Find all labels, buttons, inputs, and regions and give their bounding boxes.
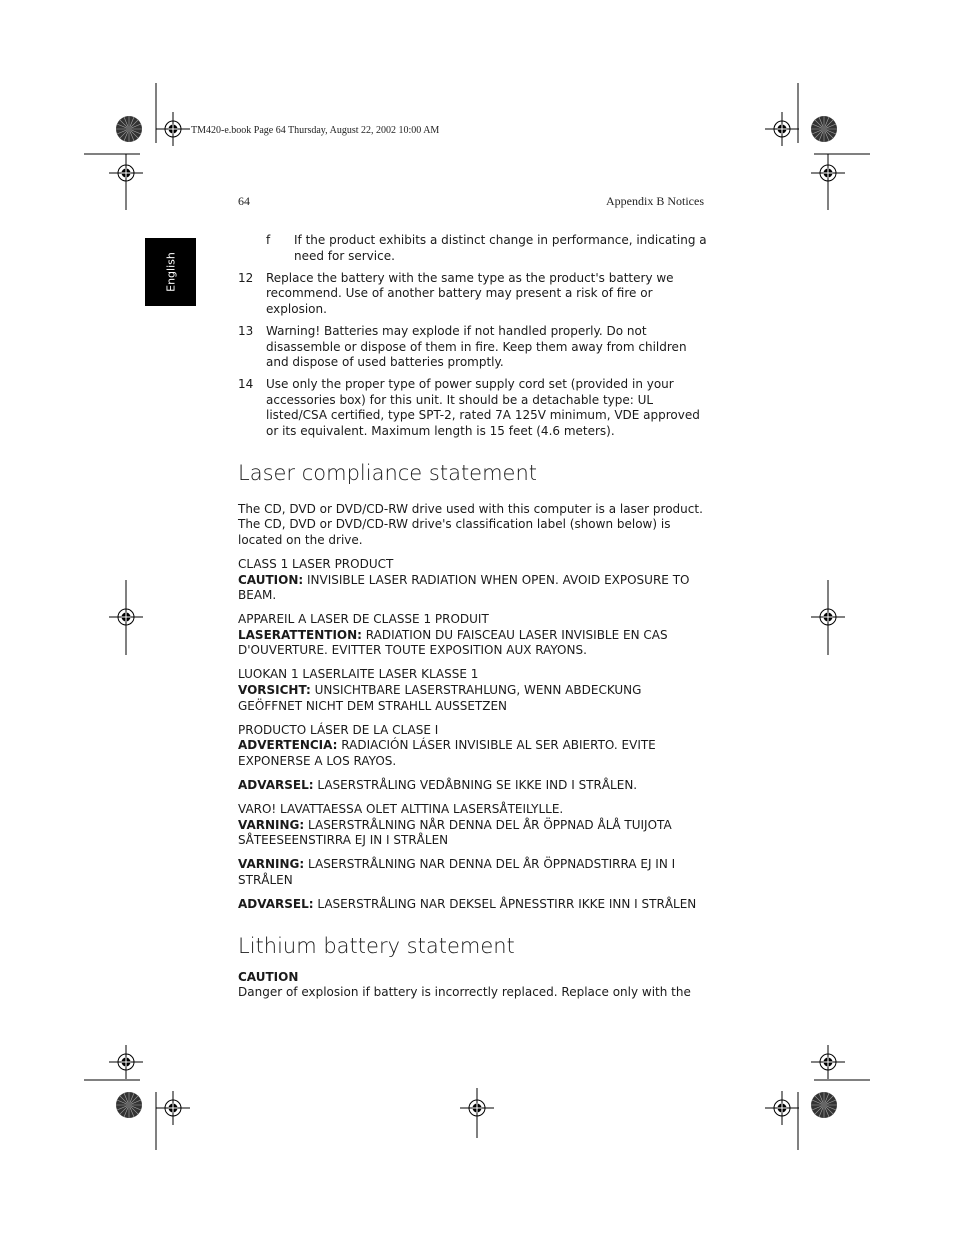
list-item bbox=[238, 271, 708, 318]
warning-label: ADVARSEL: bbox=[238, 897, 314, 912]
laser-warning-block bbox=[238, 897, 708, 913]
warning-label: LASERATTENTION: bbox=[238, 627, 362, 642]
warning-text: RADIACIÓN LÁSER INVISIBLE AL SER ABIERTO. EVITE EXPONERSE A LOS RAYOS. bbox=[238, 738, 656, 768]
list-item bbox=[238, 377, 708, 439]
list-item-text: Warning! Batteries may explode if not handled properly. Do not disassemble or dispose of them in fire. Keep them away from children and dispose of used batteries promptly. bbox=[266, 323, 687, 370]
language-side-tab bbox=[145, 238, 196, 306]
running-header: Appendix B Notices bbox=[606, 194, 704, 208]
page-content bbox=[238, 233, 708, 1009]
laser-section-heading: Laser compliance statement bbox=[238, 460, 538, 485]
warning-label: VARNING: bbox=[238, 857, 305, 872]
warning-text: LASERSTRÅLNING NÅR DENNA DEL ÅR ÖPPNAD ÅLÅ TUIJOTA SÅTEESEENSTIRRA EJ IN I STRÅLEN bbox=[238, 817, 672, 848]
caution-label: CAUTION bbox=[238, 969, 299, 984]
warning-line: LUOKAN 1 LASERLAITE LASER KLASSE 1 bbox=[238, 667, 479, 682]
lithium-section-heading: Lithium battery statement bbox=[238, 933, 515, 958]
warning-line: VARO! LAVATTAESSA OLET ALTTINA LASERSÅTEILYLLE. bbox=[238, 802, 564, 817]
list-item-text: Use only the proper type of power supply cord set (provided in your accessories box) for this unit. It should be a detachable type: UL listed/CSA certified, type SPT-2, rated 7A 125V minimum, VDE approved or its equivalent. Maximum length is 15 feet (4.6 meters). bbox=[266, 377, 700, 439]
warning-text: LASERSTRÅLNING NAR DENNA DEL ÅR ÖPPNADSTIRRA EJ IN I STRÅLEN bbox=[238, 857, 676, 887]
list-item-marker: 13 bbox=[238, 323, 254, 338]
warning-line: APPAREIL A LASER DE CLASSE 1 PRODUIT bbox=[238, 612, 489, 627]
warning-text: INVISIBLE LASER RADIATION WHEN OPEN. AVOID EXPOSURE TO BEAM. bbox=[238, 572, 690, 603]
laser-warning-block bbox=[238, 802, 708, 849]
laser-warning-block bbox=[238, 557, 708, 604]
caution-text: Danger of explosion if battery is incorrectly replaced. Replace only with the bbox=[238, 985, 691, 1000]
laser-warning-block bbox=[238, 857, 708, 888]
laser-warning-block bbox=[238, 667, 708, 714]
warning-label: VORSICHT: bbox=[238, 683, 311, 698]
warning-text: RADIATION DU FAISCEAU LASER INVISIBLE EN CAS D'OUVERTURE. EVITTER TOUTE EXPOSITION AUX RAYONS. bbox=[238, 627, 668, 658]
warning-text: UNSICHTBARE LASERSTRAHLUNG, WENN ABDECKUNG GEÖFFNET NICHT DEM STRAHLL AUSSETZEN bbox=[238, 683, 642, 713]
language-tab-label: English bbox=[164, 252, 177, 292]
list-item-text: Replace the battery with the same type as the product's battery we recommend. Use of another battery may present a risk of fire or explosion. bbox=[266, 270, 674, 316]
warning-text: LASERSTRÅLING VEDÅBNING SE IKKE IND I STRÅLEN. bbox=[313, 778, 638, 793]
list-item-marker: 12 bbox=[238, 270, 254, 285]
list-item bbox=[238, 233, 708, 264]
list-item-marker: 14 bbox=[238, 377, 254, 392]
list-item bbox=[238, 324, 708, 371]
warning-label: VARNING: bbox=[238, 817, 305, 832]
laser-intro-paragraph: The CD, DVD or DVD/CD-RW drive used with this computer is a laser product. The CD, DVD or DVD/CD-RW drive's classification label (shown below) is located on the drive. bbox=[238, 501, 703, 547]
print-slug-line: TM420-e.book Page 64 Thursday, August 22, 2002 10:00 AM bbox=[191, 125, 440, 136]
warning-label: ADVARSEL: bbox=[238, 778, 314, 793]
warning-line: PRODUCTO LÁSER DE LA CLASE I bbox=[238, 722, 439, 737]
laser-warning-block bbox=[238, 723, 708, 770]
warning-text: LASERSTRÅLING NAR DEKSEL ÅPNESSTIRR IKKE INN I STRÅLEN bbox=[313, 897, 697, 912]
warning-label: CAUTION: bbox=[238, 572, 304, 587]
laser-warning-block bbox=[238, 612, 708, 659]
list-item-text: If the product exhibits a distinct change in performance, indicating a need for service. bbox=[294, 233, 707, 263]
page-number: 64 bbox=[238, 194, 250, 208]
laser-warning-block bbox=[238, 778, 708, 794]
lithium-caution-block bbox=[238, 970, 708, 1001]
list-item-marker: f bbox=[266, 233, 271, 247]
warning-line: CLASS 1 LASER PRODUCT bbox=[238, 556, 394, 571]
warning-label: ADVERTENCIA: bbox=[238, 738, 338, 753]
